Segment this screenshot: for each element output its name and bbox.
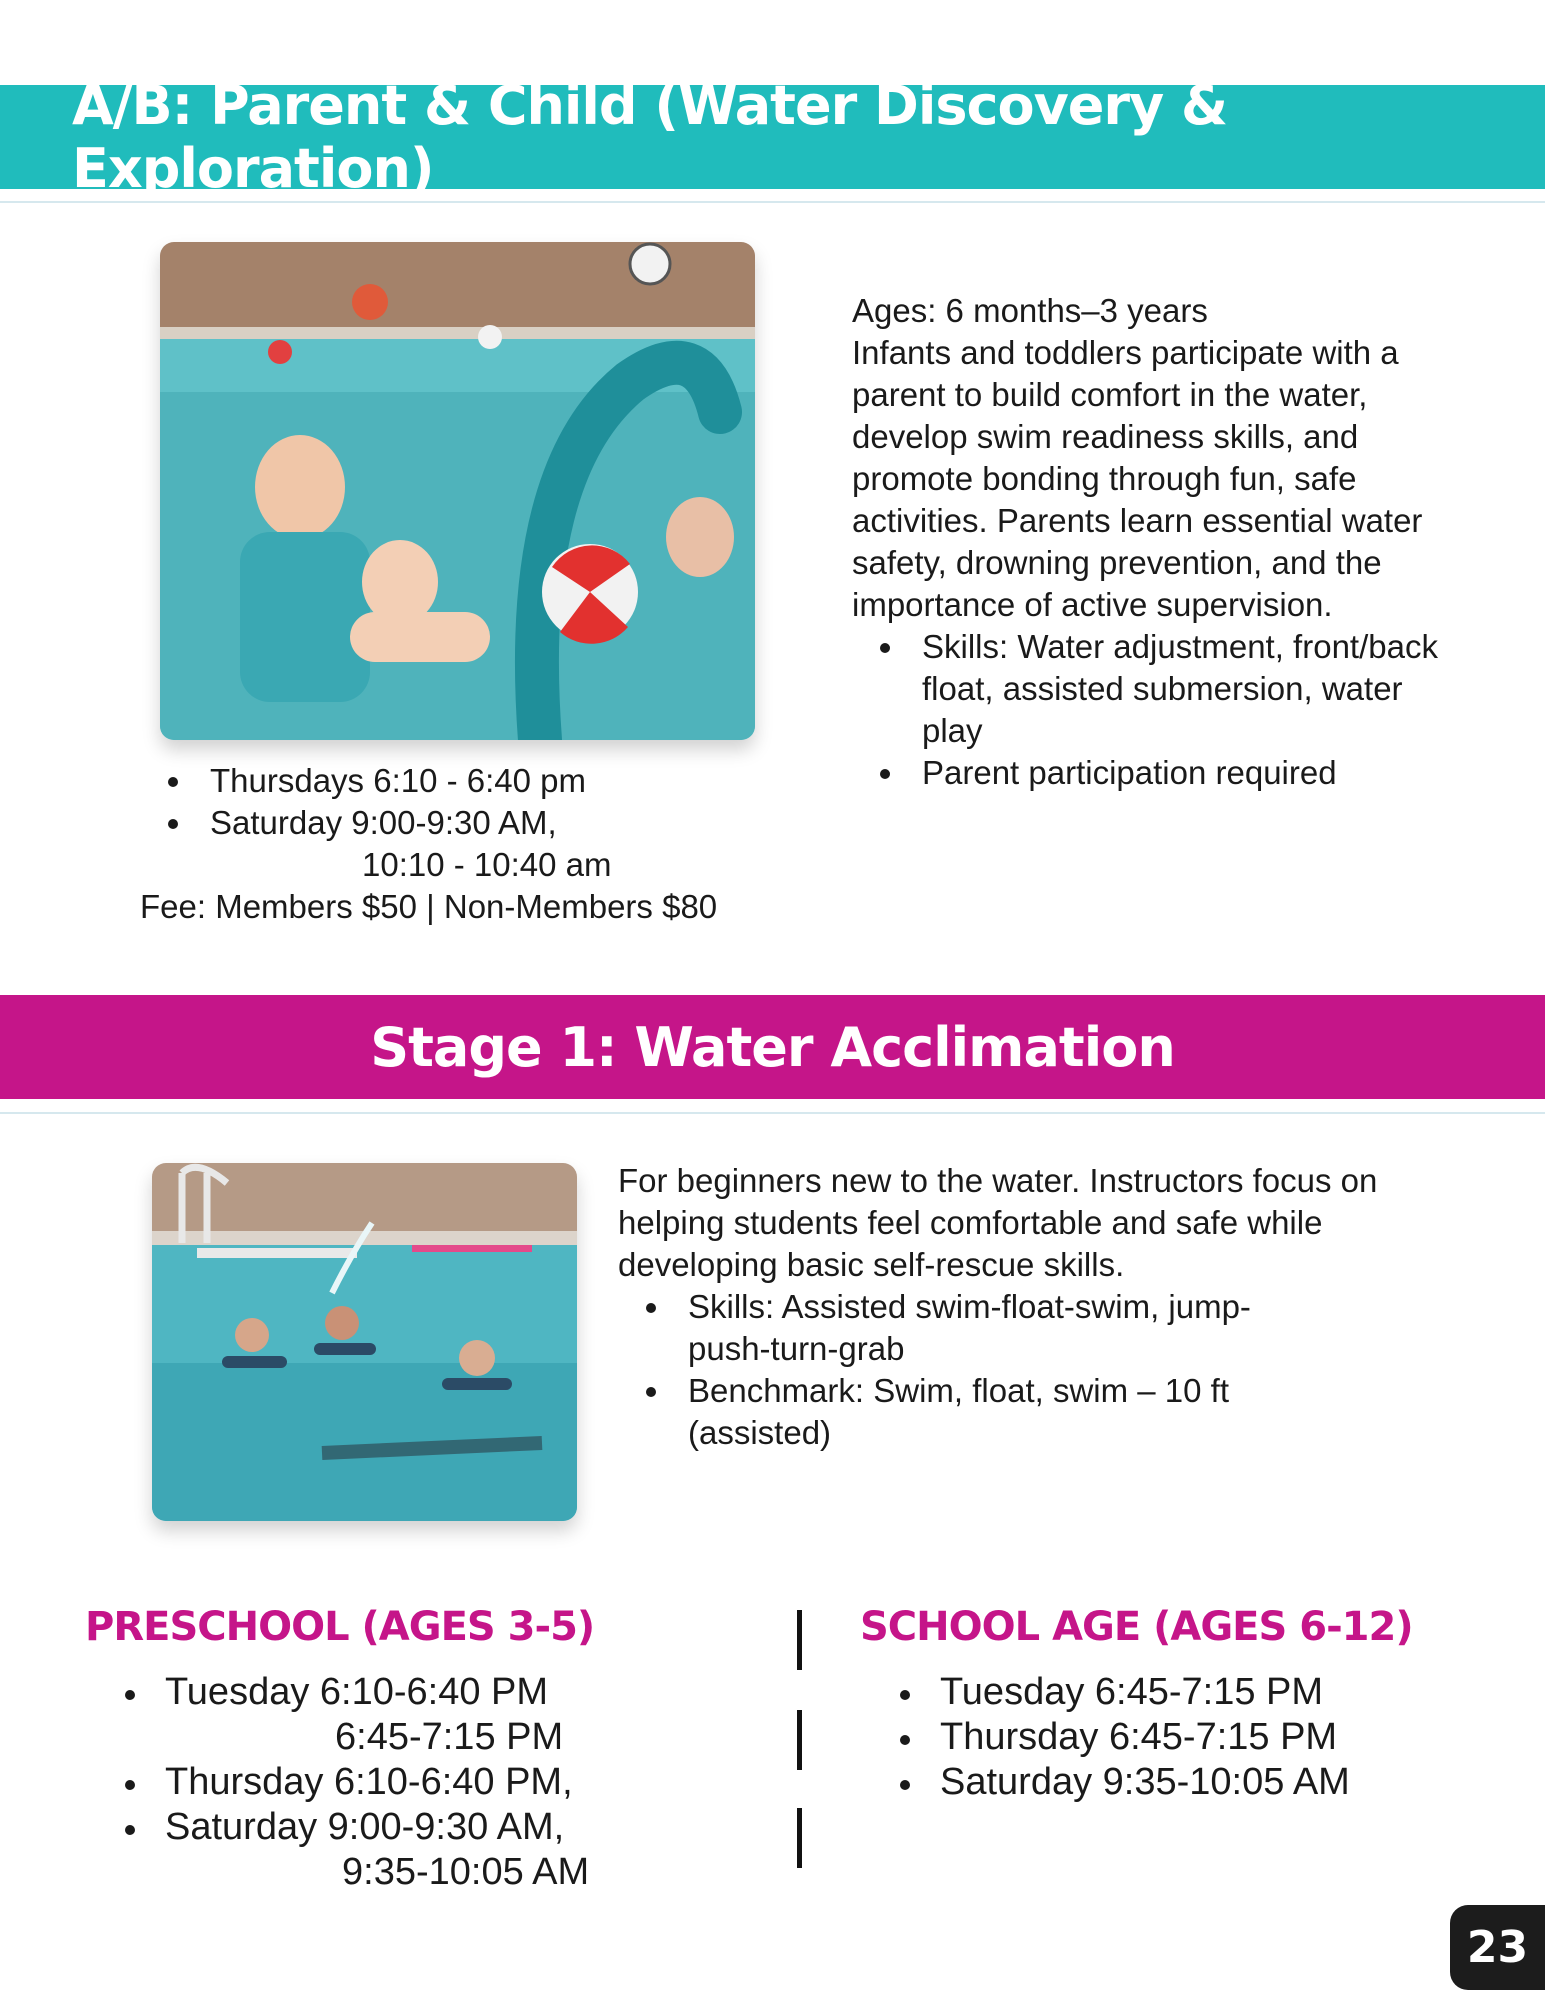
stage1-bullet-skills: Skills: Assisted swim-float-swim, jump-push-turn-grab xyxy=(618,1286,1278,1370)
preschool-item xyxy=(85,1670,705,1760)
section-ab-schedule-line: Thursdays 6:10 - 6:40 pm xyxy=(210,762,587,799)
section-ab-banner xyxy=(0,74,1545,200)
kids-swimming-photo xyxy=(152,1163,577,1521)
preschool-item-line: Tuesday 6:10-6:40 PM xyxy=(165,1671,549,1713)
section-ab-rule xyxy=(0,201,1545,203)
school-age-item: Tuesday 6:45-7:15 PM xyxy=(860,1670,1480,1715)
stage1-title: Stage 1: Water Acclimation xyxy=(370,1015,1175,1079)
stage1-rule xyxy=(0,1112,1545,1114)
stage1-description: For beginners new to the water. Instructors focus on helping students feel comfortable and safe while developing basic self-rescue skills. xyxy=(618,1162,1378,1283)
section-ab-title: A/B: Parent & Child (Water Discovery & Exploration) xyxy=(72,74,1228,200)
school-age-item: Saturday 9:35-10:05 AM xyxy=(860,1760,1480,1805)
column-divider xyxy=(797,1808,802,1868)
section-ab-bullets xyxy=(852,626,1452,794)
stage1-description-block xyxy=(618,1160,1398,1454)
section-ab-schedule-extra: 10:10 - 10:40 am xyxy=(362,846,612,883)
column-divider xyxy=(797,1610,802,1670)
preschool-item xyxy=(85,1805,705,1895)
page-number: 23 xyxy=(1450,1905,1545,1990)
section-ab-bullet-parent: Parent participation required xyxy=(852,752,1452,794)
stage1-banner xyxy=(0,995,1545,1099)
section-ab-schedule xyxy=(140,760,800,928)
section-ab-schedule-line: Saturday 9:00-9:30 AM, xyxy=(210,804,557,841)
preschool-heading: PRESCHOOL (AGES 3-5) xyxy=(85,1604,595,1650)
preschool-item-line: Saturday 9:00-9:30 AM, xyxy=(165,1806,565,1848)
section-ab-fee: Fee: Members $50 | Non-Members $80 xyxy=(140,888,718,925)
preschool-item xyxy=(85,1760,705,1805)
parent-child-pool-photo xyxy=(160,242,755,740)
school-age-schedule xyxy=(860,1605,1480,1805)
preschool-schedule xyxy=(85,1605,705,1895)
section-ab-ages: Ages: 6 months–3 years xyxy=(852,292,1208,329)
section-ab-description-block xyxy=(852,290,1452,794)
preschool-item-extra: 6:45-7:15 PM xyxy=(335,1716,564,1758)
stage1-bullet-benchmark: Benchmark: Swim, float, swim – 10 ft (assisted) xyxy=(618,1370,1278,1454)
preschool-item-extra: 9:35-10:05 AM xyxy=(342,1851,590,1893)
section-ab-bullet-skills: Skills: Water adjustment, front/back float, assisted submersion, water play xyxy=(852,626,1452,752)
section-ab-description: Infants and toddlers participate with a parent to build comfort in the water, develop swim readiness skills, and promote bonding through fun, safe activities. Parents learn essential water safety, drowning prevention, and the importance of active supervision. xyxy=(852,334,1423,623)
section-ab-schedule-item xyxy=(140,760,800,802)
section-ab-schedule-item xyxy=(140,802,800,886)
preschool-item-line: Thursday 6:10-6:40 PM, xyxy=(165,1761,573,1803)
school-age-item: Thursday 6:45-7:15 PM xyxy=(860,1715,1480,1760)
school-age-heading: SCHOOL AGE (AGES 6-12) xyxy=(860,1604,1413,1650)
column-divider xyxy=(797,1710,802,1770)
